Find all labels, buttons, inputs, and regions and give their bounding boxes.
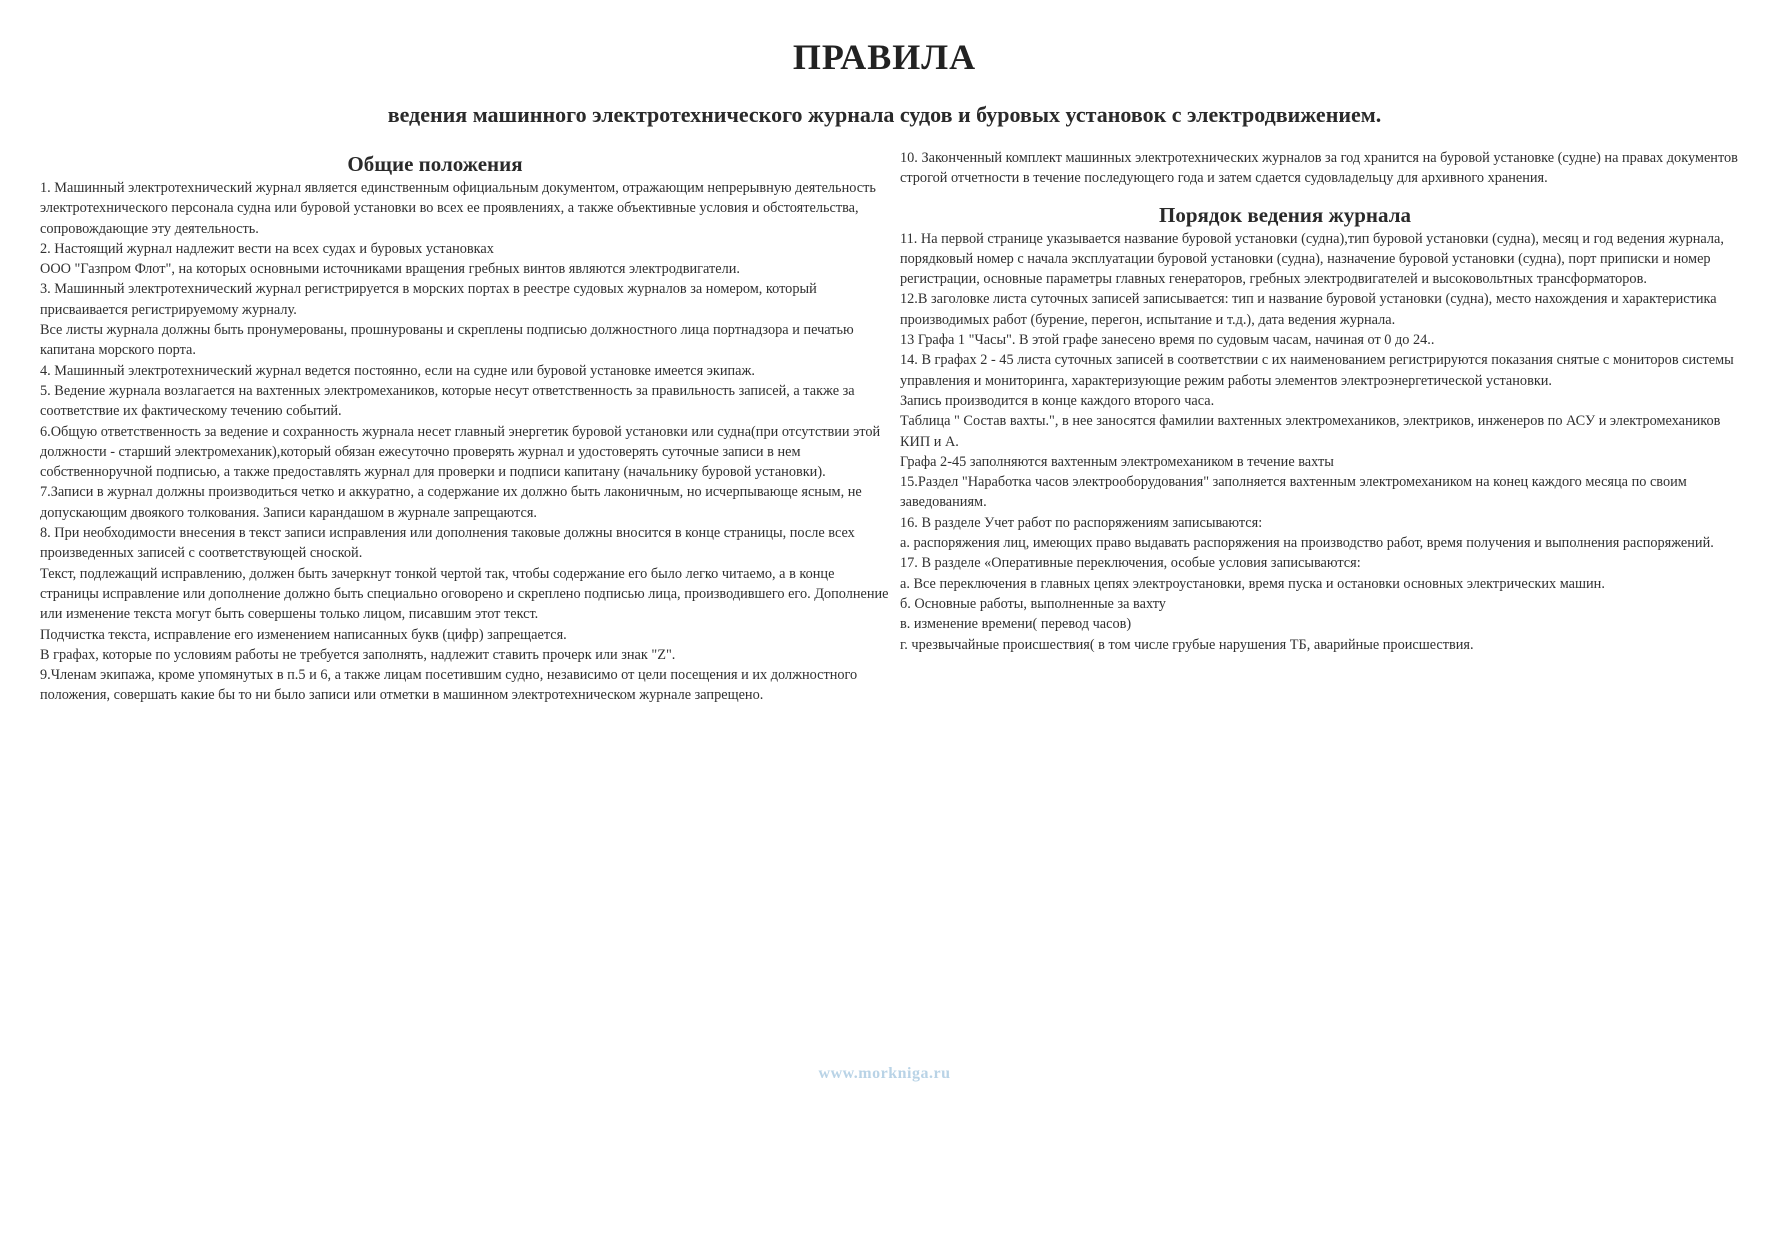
paragraph: 14. В графах 2 - 45 листа суточных записей в соответствии с их наименованием регистрируются показания снятые с мониторов системы управления и мониторинга, характеризующие режим работы элементов электроэнергетической установки. xyxy=(900,352,1734,389)
paragraph: 11. На первой странице указывается название буровой установки (судна),тип буровой установки (судна), месяц и год ведения журнала, порядковый номер с начала эксплуатации буровой установки (судна), назначение буровой установки (судна), порт приписки и номер регистрации, основные параметры главных генераторов, гребных электродвигателей и высоковольтных трансформаторов. xyxy=(900,230,1724,288)
paragraph: 2. Настоящий журнал надлежит вести на всех судах и буровых установках xyxy=(40,240,494,257)
paragraph: 16. В разделе Учет работ по распоряжениям записываются: xyxy=(900,514,1263,531)
paragraph: 12.В заголовке листа суточных записей записывается: тип и название буровой установки (судна), место нахождения и характеристика производимых работ (бурение, перегон, испытание и т.д.), дата ведения журнала. xyxy=(900,291,1717,328)
paragraph: 9.Членам экипажа, кроме упомянутых в п.5 и 6, а также лицам посетившим судно, независимо от цели посещения и их должностного положения, совершать какие бы то ни было записи или отметки в машинном электротехническом журнале запрещено. xyxy=(40,667,858,704)
paragraph: Графа 2-45 заполняются вахтенным электромехаником в течение вахты xyxy=(900,453,1334,470)
paragraph: 1. Машинный электротехнический журнал является единственным официальным документом, отражающим непрерывную деятельность электротехнического персонала судна или буровой установки во всех ее проявлениях, а также объективные условия и обстоятельства, сопровождающие эту деятельность. xyxy=(40,180,876,237)
section-heading-general: Общие положения xyxy=(347,152,523,176)
paragraph: 17. В разделе «Оперативные переключения, особые условия записываются: xyxy=(900,555,1361,572)
section-heading-procedure: Порядок ведения журнала xyxy=(1159,202,1411,227)
document-title: ПРАВИЛА xyxy=(792,37,977,77)
paragraph: Текст, подлежащий исправлению, должен быть зачеркнут тонкой чертой так, чтобы содержание его было легко читаемо, а в конце страницы исправление или дополнение должно быть специально оговорено и скреплено подписью лица, производившего его. Дополнение или изменение текста могут быть совершены только лицом, писавшим этот текст. xyxy=(40,565,889,623)
paragraph: 10. Законченный комплект машинных электротехнических журналов за год хранится на буровой установке (судне) на правах документов строгой отчетности в течение последующего года и затем сдается судовладельцу для архивного хранения. xyxy=(900,150,1738,187)
paragraph: 3. Машинный электротехнический журнал регистрируется в морских портах в реестре судовых журналов за номером, который присваивается регистрируемому журналу. xyxy=(40,281,817,318)
right-intro-paragraphs xyxy=(900,148,1744,189)
left-paragraphs xyxy=(40,178,896,706)
watermark-text: www.morkniga.ru xyxy=(818,1065,951,1082)
paragraph: 7.Записи в журнал должны производиться четко и аккуратно, а содержание их должно быть лаконичным, но исчерпывающе ясным, не допускающим двоякого толкования. Записи карандашом в журнале запрещаются. xyxy=(40,484,862,521)
right-column xyxy=(900,148,1744,655)
paragraph: В графах, которые по условиям работы не требуется заполнять, надлежит ставить прочерк или знак "Z". xyxy=(40,646,676,663)
paragraph: а. Все переключения в главных цепях электроустановки, время пуска и остановки основных электрических машин. xyxy=(900,575,1605,592)
paragraph: Запись производится в конце каждого второго часа. xyxy=(900,392,1215,409)
right-paragraphs xyxy=(900,229,1744,655)
paragraph: 13 Графа 1 "Часы". В этой графе занесено время по судовым часам, начиная от 0 до 24.. xyxy=(900,332,1435,349)
paragraph: Подчистка текста, исправление его изменением написанных букв (цифр) запрещается. xyxy=(40,626,567,643)
paragraph: б. Основные работы, выполненные за вахту xyxy=(900,595,1166,612)
paragraph: 4. Машинный электротехнический журнал ведется постоянно, если на судне или буровой установке имеется экипаж. xyxy=(40,362,755,379)
paragraph: а. распоряжения лиц, имеющих право выдавать распоряжения на производство работ, время получения и выполнения распоряжений. xyxy=(900,535,1714,552)
paragraph: 15.Раздел "Наработка часов электрооборудования" заполняется вахтенным электромехаником на конец каждого месяца по своим заведованиям. xyxy=(900,474,1687,511)
paragraph: Все листы журнала должны быть пронумерованы, прошнурованы и скреплены подписью должностного лица портнадзора и печатью капитана морского порта. xyxy=(40,322,854,359)
paragraph: г. чрезвычайные происшествия( в том числе грубые нарушения ТБ, аварийные происшествия. xyxy=(900,636,1474,653)
paragraph: 8. При необходимости внесения в текст записи исправления или дополнения таковые должны вносится в конце страницы, после всех произведенных записей с соответствующей сноской. xyxy=(40,525,855,562)
left-column xyxy=(40,150,896,706)
paragraph: Таблица " Состав вахты.", в нее заносятся фамилии вахтенных электромехаников, электриков, инженеров по АСУ и электромехаников КИП и А. xyxy=(900,413,1721,450)
paragraph: 6.Общую ответственность за ведение и сохранность журнала несет главный энергетик буровой установки или судна(при отсутствии этой должности - старший электромеханик),который обязан ежесуточно проверять журнал и удостоверять суточные записи в нем собственноручной подписью, а также предоставлять журнал для проверки и подписи капитану (начальнику буровой установки). xyxy=(40,423,881,481)
document-subtitle: ведения машинного электротехнического журнала судов и буровых установок с электродвижением. xyxy=(387,102,1382,127)
paragraph: ООО "Газпром Флот", на которых основными источниками вращения гребных винтов являются электродвигатели. xyxy=(40,261,740,278)
paragraph: в. изменение времени( перевод часов) xyxy=(900,616,1132,633)
paragraph: 5. Ведение журнала возлагается на вахтенных электромехаников, которые несут ответственность за правильность записей, а также за соответствие их фактическому течению событий. xyxy=(40,382,855,420)
